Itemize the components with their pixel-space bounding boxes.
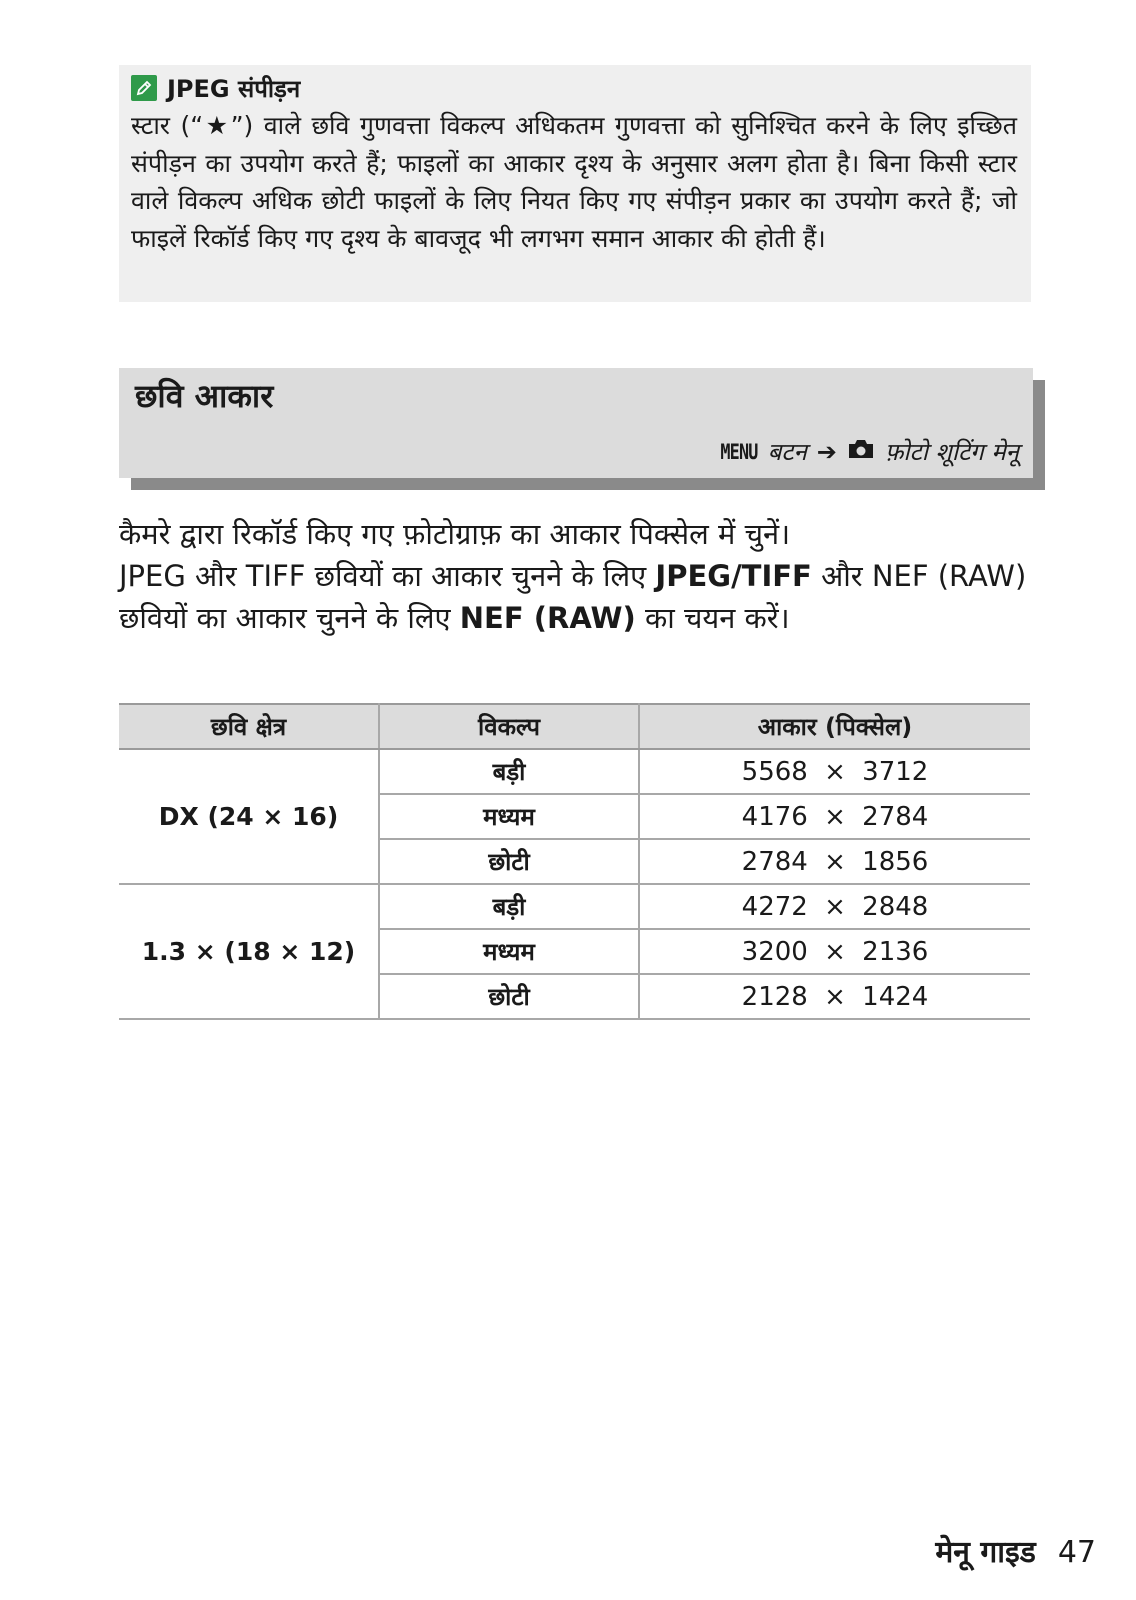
intro-line-2: [119, 555, 1031, 639]
header-size: आकार (पिक्सेल): [639, 704, 1030, 749]
note-box: [119, 65, 1031, 302]
option-cell: बड़ी: [379, 884, 639, 929]
table-row: [119, 884, 1030, 929]
size-cell: 2784 × 1856: [639, 839, 1030, 884]
option-cell: मध्यम: [379, 929, 639, 974]
button-word: बटन: [767, 438, 807, 466]
footer-section-name: मेनू गाइड: [935, 1535, 1036, 1570]
intro-paragraph: [119, 513, 1031, 639]
image-area-cell: DX (24 × 16): [119, 749, 379, 884]
table-row: [119, 749, 1030, 794]
intro-text-c: का चयन करें।: [635, 601, 790, 635]
menu-path: [711, 435, 1019, 468]
photo-shooting-menu-label: फ़ोटो शूटिंग मेनू: [884, 438, 1019, 466]
header-image-area: छवि क्षेत्र: [119, 704, 379, 749]
camera-icon: [847, 438, 875, 466]
size-cell: 2128 × 1424: [639, 974, 1030, 1019]
option-cell: मध्यम: [379, 794, 639, 839]
note-title: JPEG संपीड़न: [167, 74, 301, 103]
option-cell: बड़ी: [379, 749, 639, 794]
section-title: छवि आकार: [135, 377, 274, 415]
header-option: विकल्प: [379, 704, 639, 749]
page-number: 47: [1057, 1535, 1096, 1570]
size-cell: 4176 × 2784: [639, 794, 1030, 839]
size-cell: 3200 × 2136: [639, 929, 1030, 974]
size-cell: 4272 × 2848: [639, 884, 1030, 929]
size-cell: 5568 × 3712: [639, 749, 1030, 794]
option-cell: छोटी: [379, 974, 639, 1019]
table-header-row: [119, 704, 1030, 749]
image-area-cell: 1.3 × (18 × 12): [119, 884, 379, 1019]
intro-text-b: और NEF (RAW) छवियों का आकार चुनने के लिए: [119, 559, 1027, 635]
image-size-table: [119, 703, 1030, 1020]
nef-raw-option: NEF (RAW): [459, 601, 636, 635]
section-header: [119, 368, 1033, 478]
jpeg-tiff-option: JPEG/TIFF: [655, 559, 812, 593]
arrow-icon: ➔: [816, 437, 837, 466]
page-footer: [935, 1530, 1096, 1571]
note-header: [131, 73, 1017, 103]
pencil-note-icon: [131, 75, 157, 101]
menu-label: MENU: [720, 439, 758, 464]
option-cell: छोटी: [379, 839, 639, 884]
intro-line-1: कैमरे द्वारा रिकॉर्ड किए गए फ़ोटोग्राफ़ का आकार पिक्सेल में चुनें।: [119, 517, 791, 551]
note-body: स्टार (“★”) वाले छवि गुणवत्ता विकल्प अधिकतम गुणवत्ता को सुनिश्चित करने के लिए इच्छित संपीड़न का उपयोग करते हैं; फाइलों का आकार दृश्य के अनुसार अलग होता है। बिना किसी स्टार वाले विकल्प अधिक छोटी फाइलों के लिए नियत किए गए संपीड़न प्रकार का उपयोग करते हैं; जो फाइलें रिकॉर्ड किए गए दृश्य के बावजूद भी लगभग समान आकार की होती हैं।: [131, 111, 1017, 253]
intro-text-a: JPEG और TIFF छवियों का आकार चुनने के लिए: [119, 559, 656, 593]
